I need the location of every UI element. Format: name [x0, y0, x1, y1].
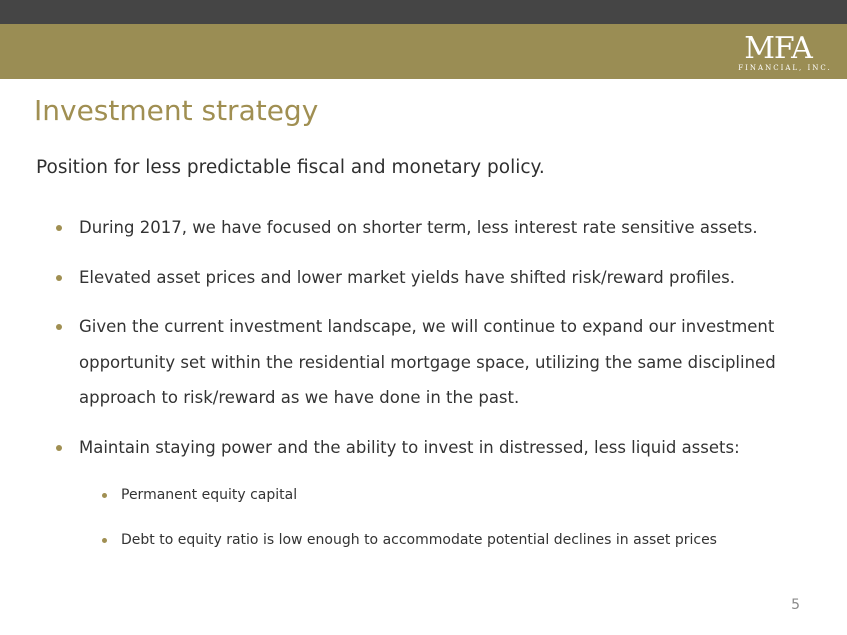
- slide-subtitle: Position for less predictable fiscal and monetary policy.: [36, 157, 545, 178]
- bullet-text: Maintain staying power and the ability to invest in distressed, less liquid assets:: [79, 437, 740, 457]
- bullet-text: Given the current investment landscape, we will continue to expand our investment opportunity set within the residential mortgage space, utilizing the same disciplined approach to risk/reward as we have done in the past.: [79, 317, 776, 407]
- bullet-item: [54, 260, 824, 296]
- bullet-dot-icon: [56, 445, 62, 451]
- sub-bullet-dot-icon: [102, 493, 107, 498]
- header-band: [0, 24, 847, 79]
- sub-bullet-list: [100, 484, 820, 574]
- bullet-text: During 2017, we have focused on shorter term, less interest rate sensitive assets.: [79, 218, 758, 237]
- bullet-item: [54, 210, 824, 246]
- bullet-dot-icon: [56, 275, 62, 281]
- sub-bullet-item: [100, 484, 820, 506]
- sub-bullet-item: [100, 529, 820, 551]
- page-number: 5: [791, 597, 800, 613]
- bullet-item: [54, 430, 824, 466]
- sub-bullet-text: Debt to equity ratio is low enough to accommodate potential declines in asset prices: [121, 532, 717, 548]
- bullet-dot-icon: [56, 225, 62, 231]
- sub-bullet-dot-icon: [102, 538, 107, 543]
- slide-title: Investment strategy: [34, 94, 319, 127]
- bullet-item: [54, 309, 824, 416]
- bullet-dot-icon: [56, 324, 62, 330]
- logo-subtext: FINANCIAL, INC.: [738, 64, 832, 72]
- bullet-list: [54, 210, 824, 479]
- logo-wordmark: MFA: [744, 31, 812, 66]
- company-logo: [723, 31, 833, 72]
- sub-bullet-text: Permanent equity capital: [121, 487, 298, 503]
- bullet-text: Elevated asset prices and lower market yields have shifted risk/reward profiles.: [79, 267, 735, 287]
- top-bar: [0, 0, 847, 24]
